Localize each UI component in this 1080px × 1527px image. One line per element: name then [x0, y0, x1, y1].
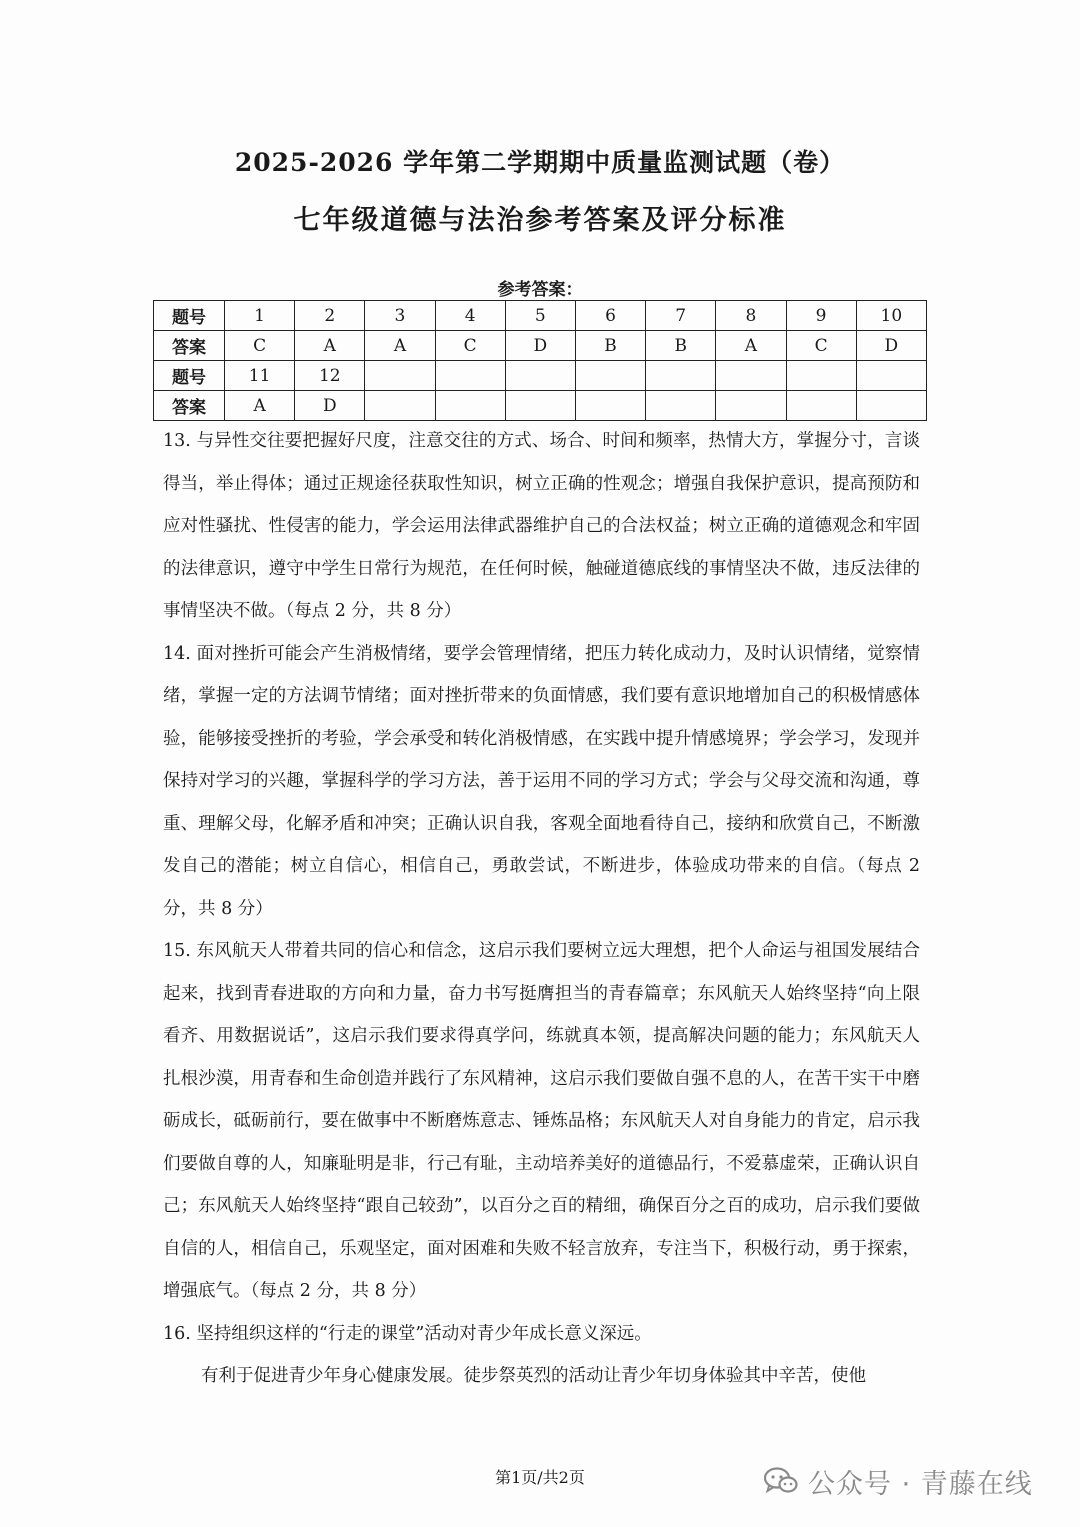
table-cell: 2: [295, 301, 365, 331]
wechat-icon: [764, 1467, 798, 1495]
row-label: 答案: [154, 391, 225, 421]
table-cell: [575, 361, 645, 391]
table-cell: [435, 361, 505, 391]
table-cell: [646, 391, 716, 421]
table-cell: [646, 361, 716, 391]
question-15-answer: 15. 东风航天人带着共同的信心和信念，这启示我们要树立远大理想，把个人命运与祖国发展结合起来，找到青春进取的方向和力量，奋力书写挺膺担当的青春篇章；东风航天人始终坚持“向上限看齐、用数据说话”，这启示我们要求得真学问，练就真本领，提高解决问题的能力；东风航天人扎根沙漠，用青春和生命创造并践行了东风精神，这启示我们要做自强不息的人，在苦干实干中磨砺成长，砥砺前行，要在做事中不断磨炼意志、锤炼品格；东风航天人对自身能力的肯定，启示我们要做自尊的人，知廉耻明是非，行己有耻，主动培养美好的道德品行，不爱慕虚荣，正确认识自己；东风航天人始终坚持“跟自己较劲”，以百分之百的精细，确保百分之百的成功，启示我们要做自信的人，相信自己，乐观坚定，面对困难和失败不轻言放弃，专注当下，积极行动，勇于探索，增强底气。（每点 2 分，共 8 分）: [163, 941, 920, 1301]
table-cell: [505, 391, 575, 421]
table-cell: 10: [856, 301, 926, 331]
table-cell: 8: [716, 301, 786, 331]
answers-heading: 参考答案：: [497, 280, 583, 300]
table-row: [154, 391, 927, 421]
row-label: 题号: [154, 301, 225, 331]
answer-body: [163, 420, 920, 1398]
table-cell: 11: [225, 361, 295, 391]
table-cell: [365, 391, 435, 421]
table-cell: [575, 391, 645, 421]
table-cell: [716, 391, 786, 421]
row-label: 题号: [154, 361, 225, 391]
table-cell: D: [295, 391, 365, 421]
table-cell: B: [646, 331, 716, 361]
table-cell: [435, 391, 505, 421]
page-subtitle: 七年级道德与法治参考答案及评分标准: [293, 205, 787, 236]
table-cell: [856, 391, 926, 421]
table-cell: [505, 361, 575, 391]
table-cell: 4: [435, 301, 505, 331]
table-cell: A: [295, 331, 365, 361]
table-cell: A: [225, 391, 295, 421]
table-cell: 7: [646, 301, 716, 331]
table-cell: C: [225, 331, 295, 361]
table-cell: 6: [575, 301, 645, 331]
table-cell: A: [716, 331, 786, 361]
table-cell: 9: [786, 301, 856, 331]
question-16-intro: 16. 坚持组织这样的“行走的课堂”活动对青少年成长意义深远。: [163, 1323, 652, 1344]
page-number: 第1页/共2页: [495, 1468, 585, 1487]
table-cell: 1: [225, 301, 295, 331]
watermark-text: 公众号 · 青藤在线: [808, 1468, 1033, 1500]
question-13-answer: 13. 与异性交往要把握好尺度，注意交往的方式、场合、时间和频率，热情大方，掌握分寸，言谈得当，举止得体；通过正规途径获取性知识，树立正确的性观念；增强自我保护意识，提高预防和应对性骚扰、性侵害的能力，学会运用法律武器维护自己的合法权益；树立正确的道德观念和牢固的法律意识，遵守中学生日常行为规范，在任何时候，触碰道德底线的事情坚决不做，违反法律的事情坚决不做。（每点 2 分，共 8 分）: [163, 431, 920, 621]
table-cell: 5: [505, 301, 575, 331]
page-title: 2025-2026 学年第二学期期中质量监测试题（卷）: [234, 148, 846, 177]
table-cell: [365, 361, 435, 391]
table-cell: 12: [295, 361, 365, 391]
table-cell: [716, 361, 786, 391]
table-cell: A: [365, 331, 435, 361]
table-cell: B: [575, 331, 645, 361]
table-cell: [856, 361, 926, 391]
answer-table: [153, 300, 927, 421]
table-row: [154, 301, 927, 331]
table-row: [154, 331, 927, 361]
watermark: [764, 1460, 1033, 1502]
question-14-answer: 14. 面对挫折可能会产生消极情绪，要学会管理情绪，把压力转化成动力，及时认识情绪，觉察情绪，掌握一定的方法调节情绪；面对挫折带来的负面情感，我们要有意识地增加自己的积极情感体验，能够接受挫折的考验，学会承受和转化消极情感，在实践中提升情感境界；学会学习，发现并保持对学习的兴趣，掌握科学的学习方法，善于运用不同的学习方式；学会与父母交流和沟通，尊重、理解父母，化解矛盾和冲突；正确认识自我，客观全面地看待自己，接纳和欣赏自己，不断激发自己的潜能；树立自信心，相信自己，勇敢尝试，不断进步，体验成功带来的自信。（每点 2 分，共 8 分）: [163, 643, 920, 919]
table-cell: [786, 391, 856, 421]
table-cell: C: [435, 331, 505, 361]
table-cell: 3: [365, 301, 435, 331]
table-cell: C: [786, 331, 856, 361]
table-row: [154, 361, 927, 391]
table-cell: D: [856, 331, 926, 361]
table-cell: [786, 361, 856, 391]
table-cell: D: [505, 331, 575, 361]
question-16-paragraph: 有利于促进青少年身心健康发展。徒步祭英烈的活动让青少年切身体验其中辛苦，使他: [201, 1366, 866, 1386]
row-label: 答案: [154, 331, 225, 361]
